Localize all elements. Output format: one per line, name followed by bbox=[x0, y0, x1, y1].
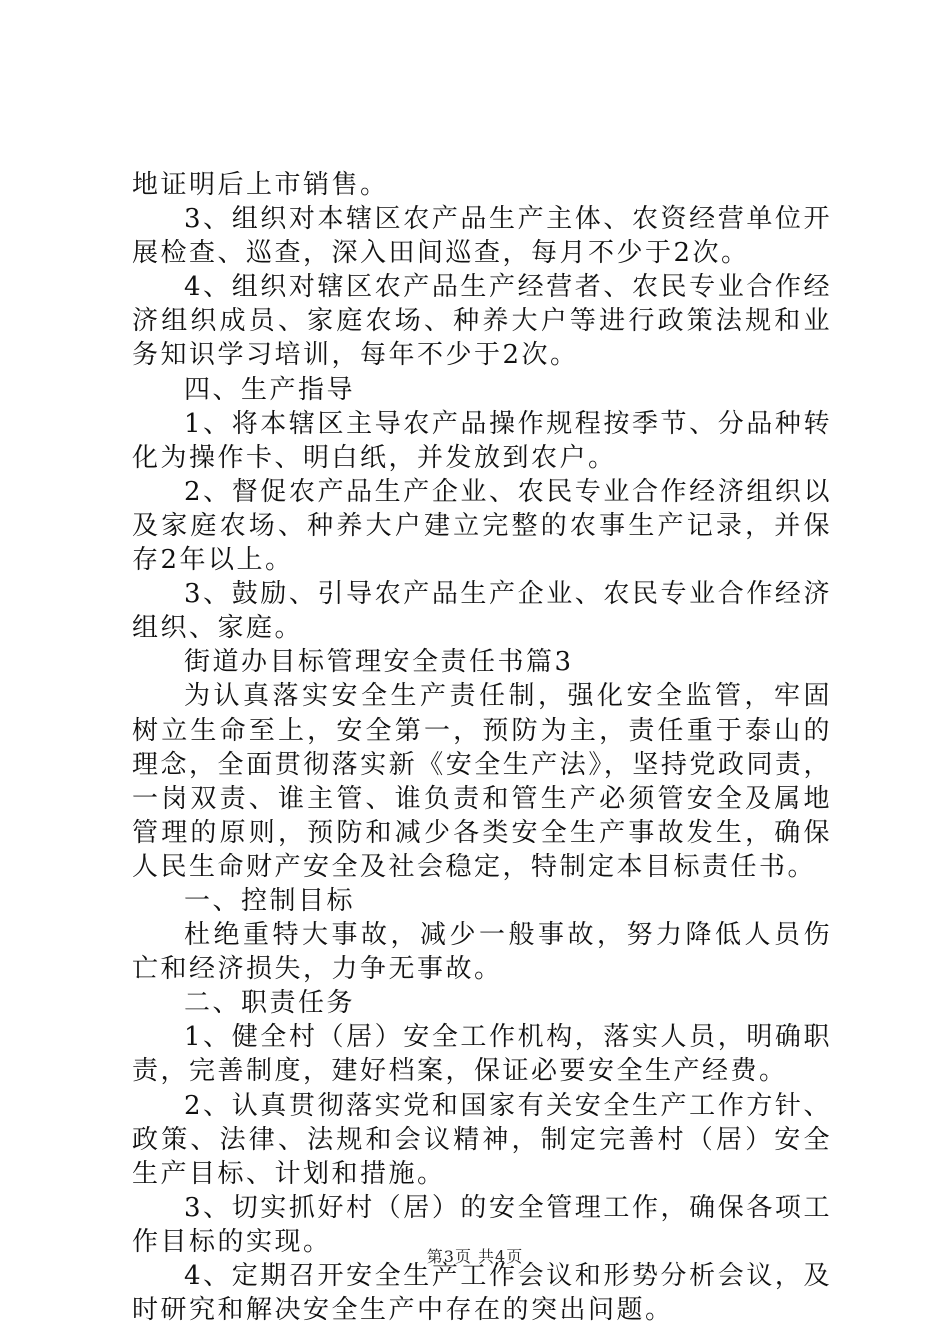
paragraph: 4、定期召开安全生产工作会议和形势分析会议，及时研究和解决安全生产中存在的突出问题。 bbox=[132, 1261, 832, 1326]
paragraph: 4、组织对辖区农产品生产经营者、农民专业合作经济组织成员、家庭农场、种养大户等进行政策法规和业务知识学习培训，每年不少于2次。 bbox=[132, 272, 832, 371]
document-body bbox=[132, 168, 832, 1327]
section-heading: 一、控制目标 bbox=[184, 885, 356, 916]
paragraph: 3、组织对本辖区农产品生产主体、农资经营单位开展检查、巡查，深入田间巡查，每月不少于2次。 bbox=[132, 204, 832, 269]
section-heading: 四、生产指导 bbox=[184, 374, 356, 405]
page-number-footer: 第3页 共4页 bbox=[426, 1247, 524, 1266]
section-heading: 二、职责任务 bbox=[184, 988, 356, 1019]
paragraph: 3、鼓励、引导农产品生产企业、农民专业合作经济组织、家庭。 bbox=[132, 579, 832, 644]
paragraph: 2、认真贯彻落实党和国家有关安全生产工作方针、政策、法律、法规和会议精神，制定完善村（居）安全生产目标、计划和措施。 bbox=[132, 1090, 832, 1189]
paragraph: 3、切实抓好村（居）的安全管理工作，确保各项工作目标的实现。 bbox=[132, 1192, 832, 1257]
paragraph: 杜绝重特大事故，减少一般事故，努力降低人员伤亡和经济损失，力争无事故。 bbox=[132, 920, 832, 985]
paragraph-continuation: 地证明后上市销售。 bbox=[132, 170, 389, 200]
paragraph: 为认真落实安全生产责任制，强化安全监管，牢固树立生命至上，安全第一，预防为主，责任重于泰山的理念，全面贯彻落实新《安全生产法》，坚持党政同责，一岗双责、谁主管、谁负责和管生产必须管安全及属地管理的原则，预防和减少各类安全生产事故发生，确保人民生命财产安全及社会稳定，特制定本目标责任书。 bbox=[132, 681, 832, 882]
paragraph: 2、督促农产品生产企业、农民专业合作经济组织以及家庭农场、种养大户建立完整的农事生产记录，并保存2年以上。 bbox=[132, 476, 832, 576]
article-title: 街道办目标管理安全责任书篇3 bbox=[184, 647, 574, 678]
paragraph: 1、将本辖区主导农产品操作规程按季节、分品种转化为操作卡、明白纸，并发放到农户。 bbox=[132, 408, 832, 473]
paragraph: 1、健全村（居）安全工作机构，落实人员，明确职责，完善制度，建好档案，保证必要安全生产经费。 bbox=[132, 1022, 832, 1087]
